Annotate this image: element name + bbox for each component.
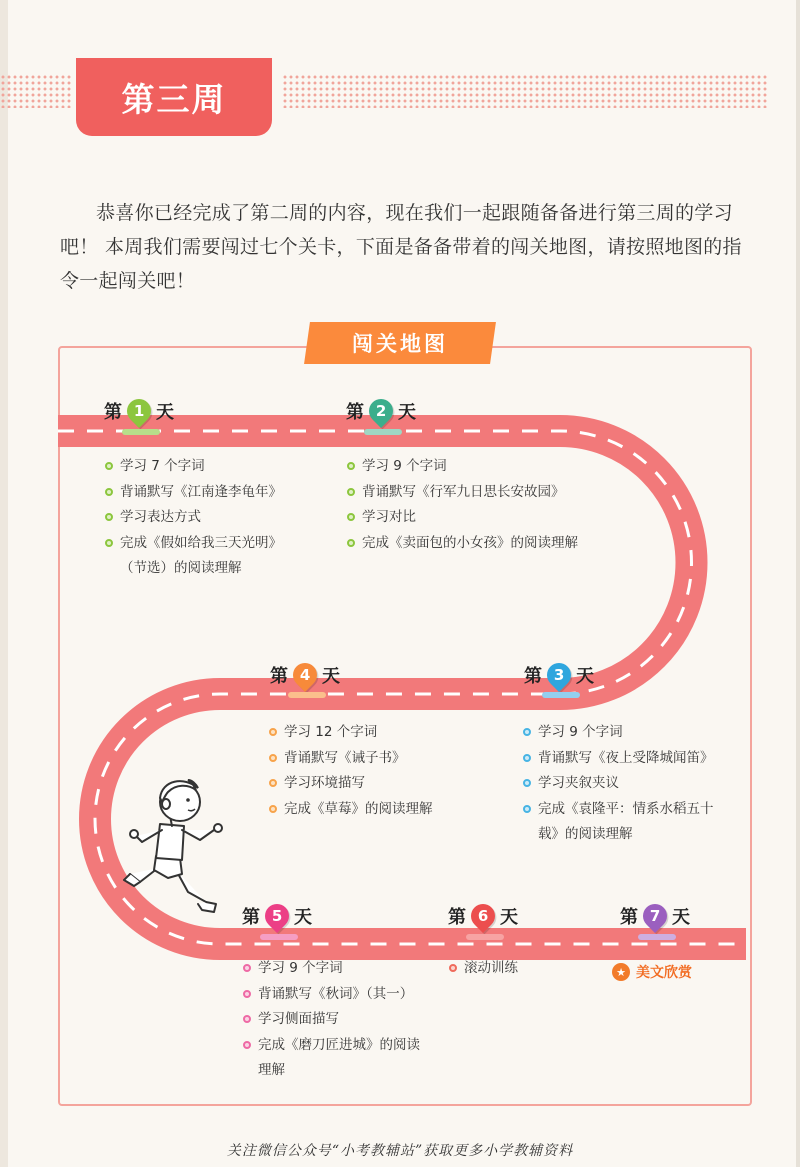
day-5-pin-icon bbox=[260, 899, 294, 933]
week-title: 第三周 bbox=[76, 58, 272, 136]
day-3-suffix: 天 bbox=[576, 666, 594, 687]
day-5-task: 背诵默写《秋词》（其一） bbox=[242, 982, 420, 1008]
day-6-prefix: 第 bbox=[448, 907, 466, 928]
day-1-pin-icon bbox=[122, 394, 156, 428]
day-5-underline bbox=[260, 934, 298, 940]
day-6-pin-icon bbox=[466, 899, 500, 933]
day-5-number: 5 bbox=[271, 907, 283, 925]
day-3-pin-icon bbox=[542, 658, 576, 692]
day-1-task-continued: （节选）的阅读理解 bbox=[120, 560, 242, 576]
day-1-header bbox=[104, 398, 174, 424]
day-5-prefix: 第 bbox=[242, 907, 260, 928]
map-title bbox=[304, 322, 496, 364]
footer-note: 关注微信公众号“小考教辅站”获取更多小学教辅资料 bbox=[226, 1143, 574, 1159]
day-2-prefix: 第 bbox=[346, 402, 364, 423]
day-4-task: 学习环境描写 bbox=[268, 771, 433, 797]
day-4-suffix: 天 bbox=[322, 666, 340, 687]
day-7-header bbox=[620, 903, 690, 929]
day-4-task: 完成《草莓》的阅读理解 bbox=[268, 797, 433, 823]
day-6-underline bbox=[466, 934, 504, 940]
day-3-task-continued: 载》的阅读理解 bbox=[538, 826, 633, 842]
day-1-task-list bbox=[104, 454, 282, 582]
day-6-task: 滚动训练 bbox=[448, 956, 518, 982]
day-4-header bbox=[270, 662, 340, 688]
day-2-task-list bbox=[346, 454, 578, 556]
day-4-task: 背诵默写《诫子书》 bbox=[268, 746, 433, 772]
day-1-number: 1 bbox=[133, 402, 145, 420]
day-5-header bbox=[242, 903, 312, 929]
day-1-underline bbox=[122, 429, 160, 435]
day-3-underline bbox=[542, 692, 580, 698]
day-6-header bbox=[448, 903, 518, 929]
day-4-task-list bbox=[268, 720, 433, 822]
day-2-task: 学习 9 个字词 bbox=[346, 454, 578, 480]
day-7-number: 7 bbox=[649, 907, 661, 925]
day-6-number: 6 bbox=[477, 907, 489, 925]
day-3-prefix: 第 bbox=[524, 666, 542, 687]
day-4-prefix: 第 bbox=[270, 666, 288, 687]
day-3-header bbox=[524, 662, 594, 688]
day-4-underline bbox=[288, 692, 326, 698]
day-5-task-continued: 理解 bbox=[258, 1062, 285, 1078]
day-7-suffix: 天 bbox=[672, 907, 690, 928]
day-7-underline bbox=[638, 934, 676, 940]
day-2-header bbox=[346, 398, 416, 424]
running-boy-illustration bbox=[118, 770, 238, 920]
day-2-underline bbox=[364, 429, 402, 435]
day-5-task: 完成《磨刀匠进城》的阅读 bbox=[242, 1033, 420, 1059]
day-2-number: 2 bbox=[375, 402, 387, 420]
day-3-task: 完成《袁隆平：情系水稻五十 bbox=[522, 797, 714, 823]
day-1-task: 完成《假如给我三天光明》 bbox=[104, 531, 282, 557]
day-2-suffix: 天 bbox=[398, 402, 416, 423]
day-1-task: 背诵默写《江南逢李龟年》 bbox=[104, 480, 282, 506]
day-3-task-list bbox=[522, 720, 714, 848]
day-3-task: 背诵默写《夜上受降城闻笛》 bbox=[522, 746, 714, 772]
day-2-task: 背诵默写《行军九日思长安故园》 bbox=[346, 480, 578, 506]
day-1-prefix: 第 bbox=[104, 402, 122, 423]
day-7-pin-icon bbox=[638, 899, 672, 933]
day-4-number: 4 bbox=[299, 666, 311, 684]
day-3-task: 学习 9 个字词 bbox=[522, 720, 714, 746]
day-3-task: 学习夹叙夹议 bbox=[522, 771, 714, 797]
day-6-suffix: 天 bbox=[500, 907, 518, 928]
day-4-pin-icon bbox=[288, 658, 322, 692]
day-2-task: 学习对比 bbox=[346, 505, 578, 531]
day-1-task: 学习表达方式 bbox=[104, 505, 282, 531]
day-6-task-list bbox=[448, 956, 518, 982]
intro-paragraph: 恭喜你已经完成了第二周的内容，现在我们一起跟随备备进行第三周的学习吧！ 本周我们需要闯过七个关卡，下面是备备带着的闯关地图，请按照地图的指令一起闯关吧！ bbox=[60, 202, 742, 292]
day-3-number: 3 bbox=[553, 666, 565, 684]
day-5-suffix: 天 bbox=[294, 907, 312, 928]
day-5-task-list bbox=[242, 956, 420, 1084]
day-4-task: 学习 12 个字词 bbox=[268, 720, 433, 746]
day-7-award bbox=[612, 962, 692, 982]
day-5-task: 学习 9 个字词 bbox=[242, 956, 420, 982]
day-1-suffix: 天 bbox=[156, 402, 174, 423]
day-7-award-label: 美文欣赏 bbox=[636, 965, 692, 981]
day-5-task: 学习侧面描写 bbox=[242, 1007, 420, 1033]
medal-icon: ★ bbox=[612, 963, 630, 981]
day-2-task: 完成《卖面包的小女孩》的阅读理解 bbox=[346, 531, 578, 557]
day-2-pin-icon bbox=[364, 394, 398, 428]
day-7-prefix: 第 bbox=[620, 907, 638, 928]
day-1-task: 学习 7 个字词 bbox=[104, 454, 282, 480]
map-title-text: 闯关地图 bbox=[352, 332, 448, 356]
